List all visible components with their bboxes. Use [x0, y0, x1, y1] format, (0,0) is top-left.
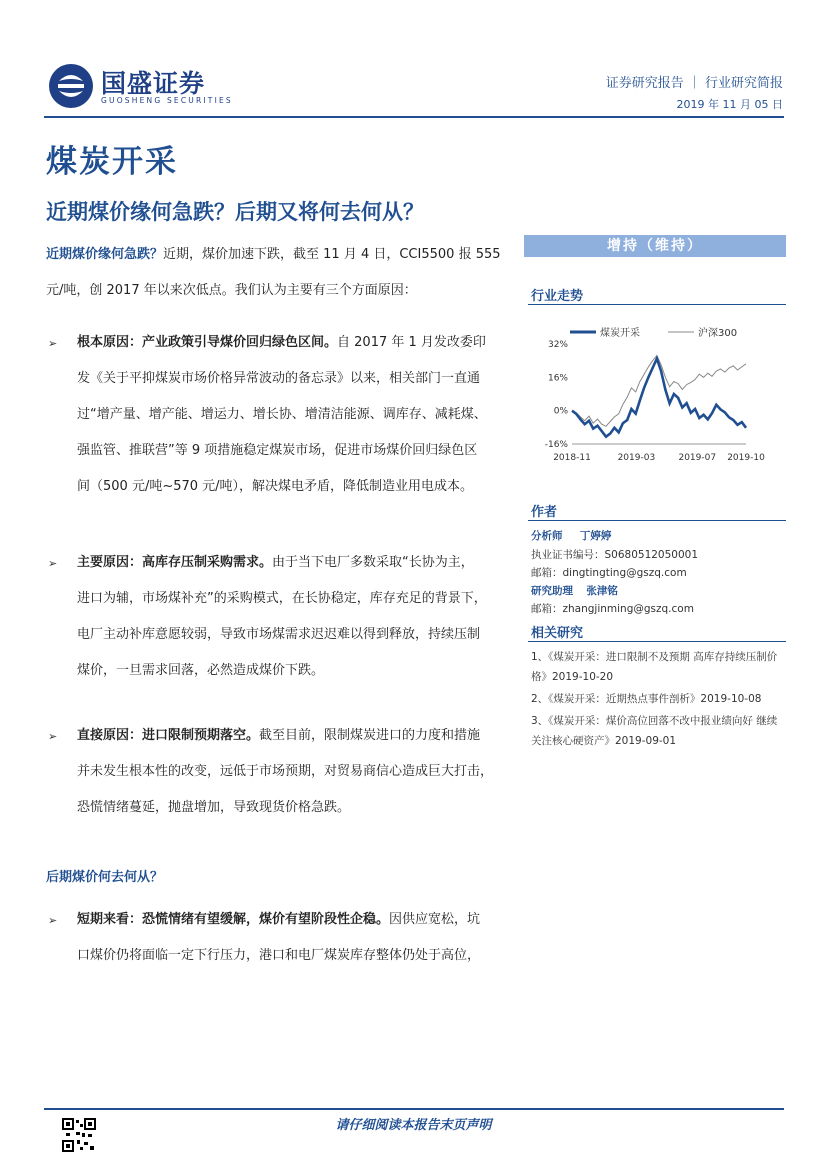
footer-divider: [44, 1108, 784, 1110]
header-divider: [44, 116, 784, 118]
bullet-1-lead: 根本原因：产业政策引导煤价回归绿色区间。: [77, 335, 338, 350]
bullet-1: [77, 325, 517, 505]
x-tick-label: 2019-03: [617, 453, 656, 463]
company-logo-icon: [48, 63, 94, 109]
assistant-row: [531, 583, 618, 598]
assistant-name: 张津铭: [586, 585, 618, 597]
bullet-2-lead: 主要原因：高库存压制采购需求。: [77, 555, 273, 570]
related-item-3-line-1: 3、《煤炭开采：煤价高位回落不改中报业绩向好 继续: [531, 715, 778, 727]
section1-title: 近期煤价缘何急跌？: [46, 247, 164, 262]
y-tick-label: 16%: [547, 373, 568, 384]
email-row-2: [531, 601, 694, 616]
bullet-2-line-1: 由于当下电厂多数采取“长协为主，: [272, 555, 474, 570]
bullet-3-line-3: 恐慌情绪蔓延，抛盘增加，导致现货价格急跌。: [77, 800, 351, 815]
logo-english-name: GUOSHENG SECURITIES: [101, 96, 233, 105]
section2-title: 后期煤价何去何从？: [46, 870, 164, 885]
bullet-1-line-2: 发《关于平抑煤炭市场价格异常波动的备忘录》以来，相关部门一直通: [77, 371, 481, 386]
bullet-4-lead: 短期来看：恐慌情绪有望缓解，煤价有望阶段性企稳。: [77, 912, 390, 927]
related-item-3-line-2: 关注核心硬资产》2019-09-01: [531, 735, 677, 747]
bullet-3-line-2: 并未发生根本性的改变，远低于市场预期，对贸易商信心造成巨大打击，: [77, 764, 494, 779]
y-tick-label: -16%: [544, 440, 568, 450]
analyst-row: [531, 528, 611, 543]
cert-row: [531, 547, 698, 562]
industry-title: 煤炭开采: [46, 144, 178, 180]
related-item-1-line-1: 1、《煤炭开采：进口限制不及预期 高库存持续压制价: [531, 651, 778, 663]
disclaimer-text: 请仔细阅读本报告末页声明: [335, 1118, 492, 1133]
section1-intro: [46, 237, 516, 309]
x-tick-label: 2019-10: [727, 453, 765, 463]
related-item-1-line-2: 格》2019-10-20: [531, 671, 614, 683]
bullet-2-line-3: 电厂主动补库意愿较弱，导致市场煤需求迟迟难以得到释放，持续压制: [77, 627, 481, 642]
related-item-3[interactable]: [531, 711, 787, 751]
bullet-4: [77, 902, 517, 974]
related-divider: [528, 641, 786, 642]
industry-trend-chart: [528, 318, 786, 468]
x-tick-label: 2018-11: [553, 453, 591, 463]
bullet-2-line-2: 进口为辅，市场煤补充”的采购模式，在长协稳定，库存充足的背景下，: [77, 591, 487, 606]
cert-number: S0680512050001: [604, 549, 699, 561]
bullet-4-line-1: 因供应宽松，坑: [389, 912, 481, 927]
bullet-2-line-4: 煤价，一旦需求回落，必然造成煤价下跌。: [77, 663, 325, 678]
legend-coal-label: 煤炭开采: [600, 328, 640, 339]
related-item-2-line-1: 2、《煤炭开采：近期热点事件剖析》2019-10-08: [531, 693, 762, 705]
author-divider: [528, 520, 786, 521]
y-tick-label: 32%: [547, 340, 568, 350]
bullet-3-line-1: 截至目前，限制煤炭进口的力度和措施: [259, 728, 481, 743]
intro-line-2: 元/吨，创 2017 年以来次低点。我们认为主要有三个方面原因：: [46, 283, 417, 298]
report-date: 2019 年 11 月 05 日: [676, 98, 783, 111]
intro-line-1: 近期，煤价加速下跌，截至 11 月 4 日，CCI5500 报 555: [163, 247, 501, 262]
bullet-arrow-icon: ➢: [48, 730, 58, 743]
related-item-2[interactable]: [531, 689, 787, 709]
assistant-label: 研究助理: [531, 585, 573, 597]
report-type: 证券研究报告 ｜ 行业研究简报: [605, 76, 783, 91]
related-item-1[interactable]: [531, 647, 787, 687]
cert-label: 执业证书编号：: [531, 549, 605, 561]
email-row-1: [531, 565, 687, 580]
bullet-1-line-1: 自 2017 年 1 月发改委印: [337, 335, 486, 350]
rating-badge: 增持（维持）: [524, 235, 786, 257]
bullet-3: [77, 718, 517, 826]
y-tick-label: 0%: [553, 406, 568, 417]
legend-hs300-label: 沪深300: [698, 328, 738, 339]
bullet-1-line-5: 间（500 元/吨~570 元/吨），解决煤电矛盾，降低制造业用电成本。: [77, 479, 474, 494]
bullet-2: [77, 545, 517, 689]
bullet-arrow-icon: ➢: [48, 914, 58, 927]
x-tick-label: 2019-07: [678, 453, 717, 463]
assistant-email[interactable]: zhangjinming@gszq.com: [562, 603, 694, 615]
coal-series-line: [572, 359, 746, 437]
report-headline: 近期煤价缘何急跌？后期又将何去何从？: [46, 199, 424, 224]
bullet-1-line-3: 过“增产量、增产能、增运力、增长协、增清洁能源、调库存、减耗煤、: [77, 407, 487, 422]
author-title: 作者: [531, 505, 558, 520]
analyst-name: 丁婷婷: [579, 530, 612, 542]
analyst-label: 分析师: [531, 530, 563, 542]
bullet-arrow-icon: ➢: [48, 557, 58, 570]
bullet-3-lead: 直接原因：进口限制预期落空。: [77, 728, 260, 743]
email-label-1: 邮箱：: [531, 567, 563, 579]
related-research-title: 相关研究: [531, 626, 584, 641]
bullet-1-line-4: 强监管、推联营”等 9 项措施稳定煤炭市场，促进市场煤价回归绿色区: [77, 443, 478, 458]
bullet-arrow-icon: ➢: [48, 337, 58, 350]
logo-chinese-name: 国盛证券: [101, 69, 206, 98]
analyst-email[interactable]: dingtingting@gszq.com: [562, 567, 687, 579]
email-label-2: 邮箱：: [531, 603, 563, 615]
trend-divider: [528, 304, 786, 305]
trend-title: 行业走势: [531, 289, 584, 304]
bullet-4-line-2: 口煤价仍将面临一定下行压力，港口和电厂煤炭库存整体仍处于高位，: [77, 948, 481, 963]
